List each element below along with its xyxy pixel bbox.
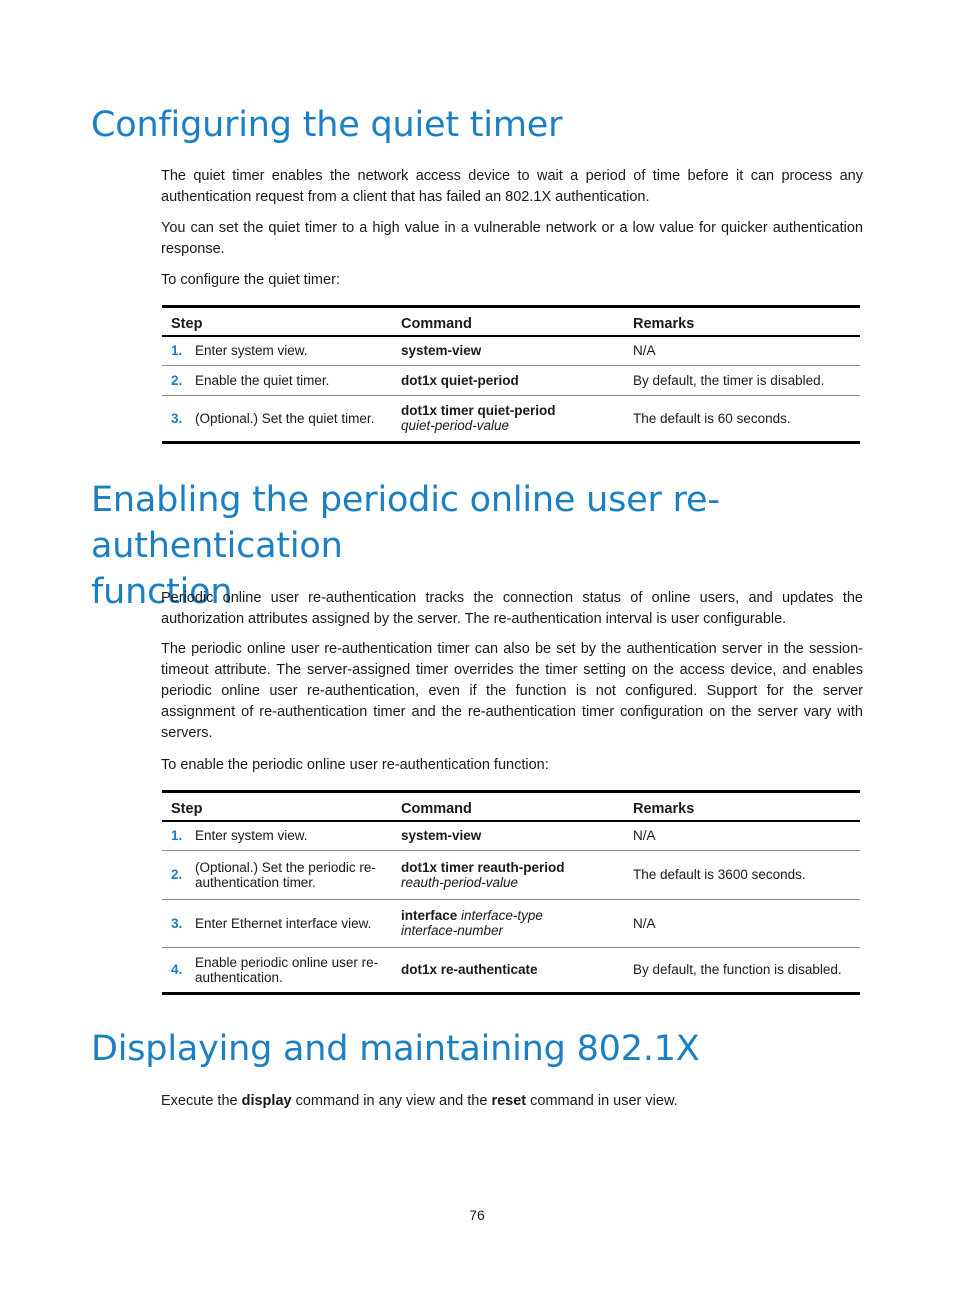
quiet-timer-table (162, 305, 860, 444)
paragraph: Periodic online user re-authentication tracks the connection status of online users, and updates the authorization attributes assigned by the server. The re-authentication interval is user configurable. (161, 590, 863, 627)
table-row (162, 947, 860, 993)
command-keyword: dot1x timer reauth-period (401, 859, 565, 875)
page-number: 76 (469, 1207, 485, 1223)
step-description: Enter system view. (189, 336, 392, 365)
command-keyword: dot1x re-authenticate (401, 962, 538, 977)
step-number: 3. (162, 395, 189, 442)
remarks-cell: N/A (624, 336, 860, 365)
command-cell (392, 947, 624, 993)
table-row (162, 336, 860, 365)
command-cell (392, 850, 624, 899)
step-description: Enable periodic online user re-authentication. (189, 947, 392, 993)
command-keyword: interface (401, 908, 458, 923)
paragraph: The periodic online user re-authentication timer can also be set by the authentication server in the session-timeout attribute. The server-assigned timer overrides the timer setting on the access device, and enables periodic online user re-authentication, even if the function is not configured. Support for the server assignment of re-authentication timer and the re-authentication timer configuration on the server vary with servers. (161, 641, 863, 741)
header-remarks: Remarks (624, 307, 860, 337)
section-title-quiet-timer: Configuring the quiet timer (91, 105, 563, 145)
step-description: Enter Ethernet interface view. (189, 899, 392, 947)
step-number: 4. (162, 947, 189, 993)
title-line: function (91, 572, 233, 612)
header-command: Command (392, 792, 624, 822)
header-step: Step (162, 792, 392, 822)
step-number: 1. (162, 336, 189, 365)
step-description: (Optional.) Set the periodic re-authentication timer. (189, 850, 392, 899)
step-number: 2. (162, 365, 189, 395)
table-row (162, 850, 860, 899)
table-header-row (162, 792, 860, 822)
remarks-cell: The default is 60 seconds. (624, 395, 860, 442)
title-line: Enabling the periodic online user re-authentication (91, 480, 720, 566)
step-description: Enable the quiet timer. (189, 365, 392, 395)
step-number: 2. (162, 850, 189, 899)
step-number: 3. (162, 899, 189, 947)
text: Execute the (161, 1093, 242, 1109)
paragraph: The quiet timer enables the network access device to wait a period of time before it can process any authentication request from a client that has failed an 802.1X authentication. (161, 168, 863, 205)
command-keyword: display (241, 1093, 292, 1109)
table-row (162, 365, 860, 395)
step-description: Enter system view. (189, 821, 392, 850)
step-description: (Optional.) Set the quiet timer. (189, 395, 392, 442)
header-command: Command (392, 307, 624, 337)
command-argument: reauth-period-value (401, 874, 519, 890)
paragraph: To configure the quiet timer: (161, 272, 340, 288)
paragraph: To enable the periodic online user re-authentication function: (161, 757, 549, 773)
paragraph (161, 1091, 863, 1112)
remarks-cell: By default, the timer is disabled. (624, 365, 860, 395)
command-cell (392, 395, 624, 442)
remarks-cell: By default, the function is disabled. (624, 947, 860, 993)
header-remarks: Remarks (624, 792, 860, 822)
command-argument: quiet-period-value (401, 418, 510, 433)
command-cell (392, 365, 624, 395)
command-keyword: dot1x timer quiet-period (401, 403, 556, 418)
remarks-cell: The default is 3600 seconds. (624, 850, 860, 899)
reauthentication-table (162, 790, 860, 995)
table-header-row (162, 307, 860, 337)
text: command in user view. (526, 1093, 678, 1109)
table-row (162, 395, 860, 442)
section-title-display-maintain: Displaying and maintaining 802.1X (91, 1029, 700, 1069)
command-cell (392, 336, 624, 365)
step-number: 1. (162, 821, 189, 850)
command-keyword: reset (491, 1093, 527, 1109)
table-row (162, 821, 860, 850)
header-step: Step (162, 307, 392, 337)
command-keyword: dot1x quiet-period (401, 372, 519, 388)
remarks-cell: N/A (624, 821, 860, 850)
command-keyword: system-view (401, 343, 482, 359)
command-argument: interface-number (401, 923, 504, 938)
command-keyword: system-view (401, 828, 482, 844)
command-cell (392, 821, 624, 850)
table-row (162, 899, 860, 947)
paragraph: You can set the quiet timer to a high value in a vulnerable network or a low value for quicker authentication response. (161, 220, 863, 257)
remarks-cell: N/A (624, 899, 860, 947)
command-argument: interface-type (461, 908, 543, 923)
command-cell (392, 899, 624, 947)
text: command in any view and the (291, 1093, 492, 1109)
